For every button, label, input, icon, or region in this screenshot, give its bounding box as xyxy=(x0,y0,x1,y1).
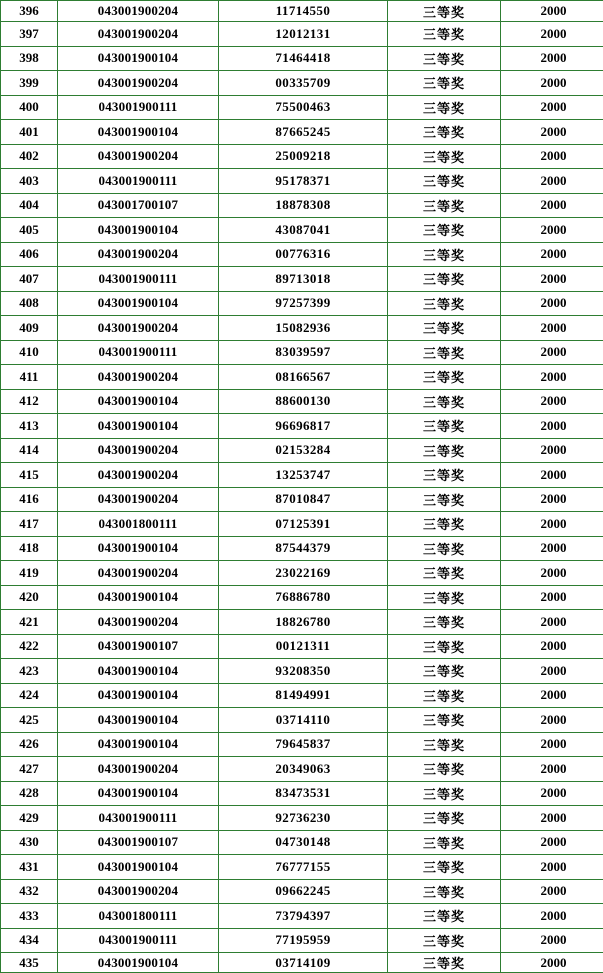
row-index: 404 xyxy=(1,193,58,218)
table-row xyxy=(1,71,603,96)
prize-level: 三等奖 xyxy=(388,683,501,708)
ticket-number: 23022169 xyxy=(219,561,388,586)
ticket-number: 15082936 xyxy=(219,316,388,341)
prize-level: 三等奖 xyxy=(388,953,501,973)
row-index: 422 xyxy=(1,634,58,659)
prize-level: 三等奖 xyxy=(388,144,501,169)
ticket-number: 87010847 xyxy=(219,487,388,512)
ticket-number: 75500463 xyxy=(219,95,388,120)
ticket-number: 00335709 xyxy=(219,71,388,96)
prize-level: 三等奖 xyxy=(388,806,501,831)
outlet-code: 043001900104 xyxy=(58,536,219,561)
outlet-code: 043001900204 xyxy=(58,71,219,96)
prize-level: 三等奖 xyxy=(388,463,501,488)
prize-amount: 2000 xyxy=(501,708,603,733)
ticket-number: 18826780 xyxy=(219,610,388,635)
row-index: 423 xyxy=(1,659,58,684)
ticket-number: 12012131 xyxy=(219,22,388,47)
row-index: 427 xyxy=(1,757,58,782)
table-row xyxy=(1,732,603,757)
outlet-code: 043001900104 xyxy=(58,659,219,684)
prize-level: 三等奖 xyxy=(388,732,501,757)
outlet-code: 043001900204 xyxy=(58,561,219,586)
ticket-number: 03714110 xyxy=(219,708,388,733)
prize-amount: 2000 xyxy=(501,561,603,586)
outlet-code: 043001900104 xyxy=(58,120,219,145)
table-row xyxy=(1,414,603,439)
outlet-code: 043001900204 xyxy=(58,757,219,782)
outlet-code: 043001800111 xyxy=(58,512,219,537)
row-index: 421 xyxy=(1,610,58,635)
outlet-code: 043001900104 xyxy=(58,953,219,973)
outlet-code: 043001900204 xyxy=(58,365,219,390)
prize-level: 三等奖 xyxy=(388,610,501,635)
prize-amount: 2000 xyxy=(501,659,603,684)
ticket-number: 87544379 xyxy=(219,536,388,561)
ticket-number: 77195959 xyxy=(219,928,388,953)
prize-level: 三等奖 xyxy=(388,1,501,22)
row-index: 432 xyxy=(1,879,58,904)
outlet-code: 043001900204 xyxy=(58,1,219,22)
prize-amount: 2000 xyxy=(501,953,603,973)
ticket-number: 02153284 xyxy=(219,438,388,463)
table-row xyxy=(1,340,603,365)
ticket-number: 43087041 xyxy=(219,218,388,243)
prize-amount: 2000 xyxy=(501,438,603,463)
prize-level: 三等奖 xyxy=(388,904,501,929)
row-index: 399 xyxy=(1,71,58,96)
prize-amount: 2000 xyxy=(501,585,603,610)
prize-amount: 2000 xyxy=(501,634,603,659)
outlet-code: 043001900104 xyxy=(58,855,219,880)
prize-amount: 2000 xyxy=(501,267,603,292)
prize-amount: 2000 xyxy=(501,683,603,708)
prize-level: 三等奖 xyxy=(388,659,501,684)
ticket-number: 81494991 xyxy=(219,683,388,708)
row-index: 429 xyxy=(1,806,58,831)
prize-level: 三等奖 xyxy=(388,634,501,659)
prize-amount: 2000 xyxy=(501,781,603,806)
table-row xyxy=(1,144,603,169)
outlet-code: 043001900111 xyxy=(58,95,219,120)
row-index: 410 xyxy=(1,340,58,365)
prize-amount: 2000 xyxy=(501,855,603,880)
table-row xyxy=(1,781,603,806)
prize-level: 三等奖 xyxy=(388,757,501,782)
table-row xyxy=(1,193,603,218)
outlet-code: 043001900204 xyxy=(58,438,219,463)
prize-amount: 2000 xyxy=(501,389,603,414)
ticket-number: 83473531 xyxy=(219,781,388,806)
ticket-number: 07125391 xyxy=(219,512,388,537)
prize-level: 三等奖 xyxy=(388,389,501,414)
row-index: 412 xyxy=(1,389,58,414)
table-row xyxy=(1,95,603,120)
table-row xyxy=(1,904,603,929)
outlet-code: 043001900104 xyxy=(58,585,219,610)
row-index: 425 xyxy=(1,708,58,733)
table-row xyxy=(1,463,603,488)
row-index: 401 xyxy=(1,120,58,145)
table-row xyxy=(1,242,603,267)
outlet-code: 043001900204 xyxy=(58,879,219,904)
ticket-number: 73794397 xyxy=(219,904,388,929)
table-row xyxy=(1,365,603,390)
prize-amount: 2000 xyxy=(501,806,603,831)
row-index: 411 xyxy=(1,365,58,390)
outlet-code: 043001900204 xyxy=(58,22,219,47)
prize-amount: 2000 xyxy=(501,242,603,267)
ticket-number: 79645837 xyxy=(219,732,388,757)
row-index: 402 xyxy=(1,144,58,169)
prize-level: 三等奖 xyxy=(388,22,501,47)
ticket-number: 76777155 xyxy=(219,855,388,880)
table-row xyxy=(1,1,603,22)
prize-level: 三等奖 xyxy=(388,830,501,855)
prize-level: 三等奖 xyxy=(388,340,501,365)
ticket-number: 03714109 xyxy=(219,953,388,973)
table-row xyxy=(1,487,603,512)
ticket-number: 11714550 xyxy=(219,1,388,22)
table-row xyxy=(1,683,603,708)
outlet-code: 043001900104 xyxy=(58,291,219,316)
prize-amount: 2000 xyxy=(501,879,603,904)
table-row xyxy=(1,659,603,684)
row-index: 435 xyxy=(1,953,58,973)
prize-amount: 2000 xyxy=(501,928,603,953)
row-index: 397 xyxy=(1,22,58,47)
outlet-code: 043001900204 xyxy=(58,144,219,169)
ticket-number: 09662245 xyxy=(219,879,388,904)
table-row xyxy=(1,830,603,855)
row-index: 398 xyxy=(1,46,58,71)
prize-level: 三等奖 xyxy=(388,438,501,463)
table-row xyxy=(1,708,603,733)
table-row xyxy=(1,536,603,561)
prize-level: 三等奖 xyxy=(388,585,501,610)
outlet-code: 043001900204 xyxy=(58,487,219,512)
prize-level: 三等奖 xyxy=(388,414,501,439)
row-index: 428 xyxy=(1,781,58,806)
table-row xyxy=(1,22,603,47)
prize-amount: 2000 xyxy=(501,169,603,194)
ticket-number: 88600130 xyxy=(219,389,388,414)
table-row xyxy=(1,291,603,316)
prize-amount: 2000 xyxy=(501,291,603,316)
table-row xyxy=(1,316,603,341)
outlet-code: 043001900204 xyxy=(58,610,219,635)
prize-level: 三等奖 xyxy=(388,512,501,537)
ticket-number: 25009218 xyxy=(219,144,388,169)
row-index: 424 xyxy=(1,683,58,708)
ticket-number: 83039597 xyxy=(219,340,388,365)
table-row xyxy=(1,585,603,610)
prize-amount: 2000 xyxy=(501,487,603,512)
row-index: 418 xyxy=(1,536,58,561)
row-index: 416 xyxy=(1,487,58,512)
row-index: 409 xyxy=(1,316,58,341)
prize-amount: 2000 xyxy=(501,1,603,22)
outlet-code: 043001900111 xyxy=(58,169,219,194)
prize-level: 三等奖 xyxy=(388,928,501,953)
prize-level: 三等奖 xyxy=(388,71,501,96)
row-index: 405 xyxy=(1,218,58,243)
row-index: 407 xyxy=(1,267,58,292)
prize-amount: 2000 xyxy=(501,144,603,169)
prize-amount: 2000 xyxy=(501,732,603,757)
prize-level: 三等奖 xyxy=(388,95,501,120)
ticket-number: 76886780 xyxy=(219,585,388,610)
row-index: 420 xyxy=(1,585,58,610)
table-row xyxy=(1,634,603,659)
prize-level: 三等奖 xyxy=(388,267,501,292)
table-row xyxy=(1,928,603,953)
prize-amount: 2000 xyxy=(501,218,603,243)
prize-amount: 2000 xyxy=(501,71,603,96)
row-index: 433 xyxy=(1,904,58,929)
ticket-number: 96696817 xyxy=(219,414,388,439)
outlet-code: 043001900111 xyxy=(58,340,219,365)
ticket-number: 18878308 xyxy=(219,193,388,218)
prize-amount: 2000 xyxy=(501,757,603,782)
prize-amount: 2000 xyxy=(501,120,603,145)
row-index: 434 xyxy=(1,928,58,953)
outlet-code: 043001900204 xyxy=(58,316,219,341)
prize-amount: 2000 xyxy=(501,830,603,855)
table-body xyxy=(1,1,603,973)
table-row xyxy=(1,879,603,904)
outlet-code: 043001900104 xyxy=(58,389,219,414)
row-index: 431 xyxy=(1,855,58,880)
prize-level: 三等奖 xyxy=(388,242,501,267)
outlet-code: 043001900104 xyxy=(58,218,219,243)
prize-amount: 2000 xyxy=(501,316,603,341)
outlet-code: 043001900104 xyxy=(58,732,219,757)
prize-amount: 2000 xyxy=(501,95,603,120)
ticket-number: 93208350 xyxy=(219,659,388,684)
prize-level: 三等奖 xyxy=(388,218,501,243)
prize-amount: 2000 xyxy=(501,365,603,390)
table-row xyxy=(1,806,603,831)
prize-level: 三等奖 xyxy=(388,855,501,880)
table-row xyxy=(1,512,603,537)
outlet-code: 043001900104 xyxy=(58,781,219,806)
prize-level: 三等奖 xyxy=(388,193,501,218)
prize-level: 三等奖 xyxy=(388,487,501,512)
prize-level: 三等奖 xyxy=(388,879,501,904)
outlet-code: 043001900204 xyxy=(58,242,219,267)
table-row xyxy=(1,389,603,414)
row-index: 417 xyxy=(1,512,58,537)
ticket-number: 20349063 xyxy=(219,757,388,782)
prize-level: 三等奖 xyxy=(388,781,501,806)
prize-amount: 2000 xyxy=(501,22,603,47)
prize-amount: 2000 xyxy=(501,610,603,635)
prize-level: 三等奖 xyxy=(388,46,501,71)
prize-amount: 2000 xyxy=(501,536,603,561)
row-index: 408 xyxy=(1,291,58,316)
table-row xyxy=(1,438,603,463)
table-row xyxy=(1,218,603,243)
row-index: 430 xyxy=(1,830,58,855)
outlet-code: 043001900204 xyxy=(58,463,219,488)
prize-amount: 2000 xyxy=(501,463,603,488)
table-row xyxy=(1,46,603,71)
outlet-code: 043001900111 xyxy=(58,806,219,831)
ticket-number: 71464418 xyxy=(219,46,388,71)
outlet-code: 043001900107 xyxy=(58,634,219,659)
table-row xyxy=(1,561,603,586)
outlet-code: 043001700107 xyxy=(58,193,219,218)
ticket-number: 00121311 xyxy=(219,634,388,659)
table-row xyxy=(1,120,603,145)
table-row xyxy=(1,855,603,880)
table-row xyxy=(1,953,603,973)
table-row xyxy=(1,757,603,782)
ticket-number: 04730148 xyxy=(219,830,388,855)
prize-amount: 2000 xyxy=(501,193,603,218)
table-row xyxy=(1,267,603,292)
ticket-number: 95178371 xyxy=(219,169,388,194)
prize-amount: 2000 xyxy=(501,512,603,537)
row-index: 414 xyxy=(1,438,58,463)
outlet-code: 043001800111 xyxy=(58,904,219,929)
row-index: 426 xyxy=(1,732,58,757)
row-index: 400 xyxy=(1,95,58,120)
ticket-number: 87665245 xyxy=(219,120,388,145)
ticket-number: 08166567 xyxy=(219,365,388,390)
ticket-number: 13253747 xyxy=(219,463,388,488)
prize-level: 三等奖 xyxy=(388,365,501,390)
ticket-number: 89713018 xyxy=(219,267,388,292)
prize-level: 三等奖 xyxy=(388,536,501,561)
ticket-number: 97257399 xyxy=(219,291,388,316)
outlet-code: 043001900104 xyxy=(58,414,219,439)
table-row xyxy=(1,169,603,194)
row-index: 419 xyxy=(1,561,58,586)
outlet-code: 043001900104 xyxy=(58,708,219,733)
outlet-code: 043001900111 xyxy=(58,267,219,292)
prize-level: 三等奖 xyxy=(388,120,501,145)
row-index: 406 xyxy=(1,242,58,267)
prize-amount: 2000 xyxy=(501,414,603,439)
outlet-code: 043001900111 xyxy=(58,928,219,953)
row-index: 413 xyxy=(1,414,58,439)
prize-level: 三等奖 xyxy=(388,708,501,733)
prize-level: 三等奖 xyxy=(388,291,501,316)
prize-amount: 2000 xyxy=(501,46,603,71)
prize-level: 三等奖 xyxy=(388,561,501,586)
table-row xyxy=(1,610,603,635)
outlet-code: 043001900107 xyxy=(58,830,219,855)
prize-level: 三等奖 xyxy=(388,169,501,194)
ticket-number: 00776316 xyxy=(219,242,388,267)
ticket-number: 92736230 xyxy=(219,806,388,831)
row-index: 403 xyxy=(1,169,58,194)
prize-amount: 2000 xyxy=(501,904,603,929)
prize-level: 三等奖 xyxy=(388,316,501,341)
outlet-code: 043001900104 xyxy=(58,46,219,71)
row-index: 415 xyxy=(1,463,58,488)
prize-amount: 2000 xyxy=(501,340,603,365)
row-index: 396 xyxy=(1,1,58,22)
outlet-code: 043001900104 xyxy=(58,683,219,708)
